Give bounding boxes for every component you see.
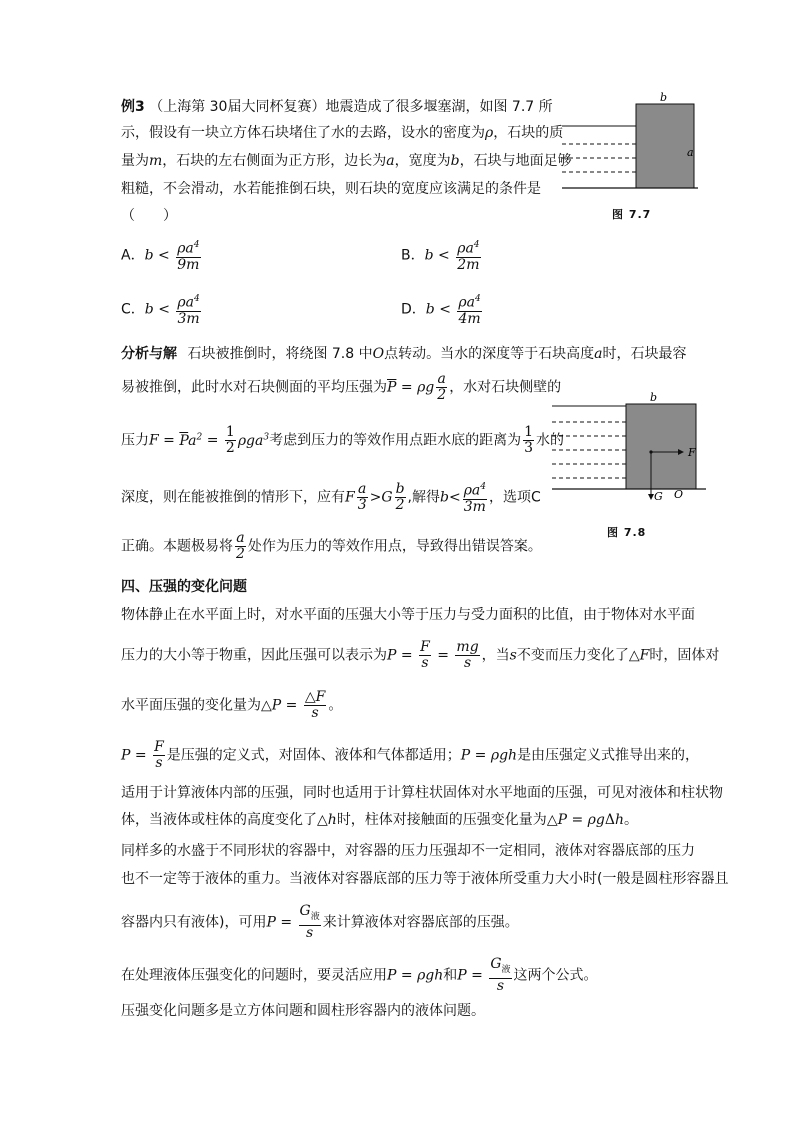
option-b: B．b < $\frac{\rho a^4}{2m}$ [401, 240, 480, 273]
option-c: C．b < $\frac{\rho a^4}{3m}$ [121, 294, 200, 327]
force-label-f: F [688, 446, 696, 459]
section4-p3-line3: 容器内只有液体)，可用P = $\frac{G_液}{s}$ 来计算液体对容器底部的压强。 [121, 903, 519, 941]
answer-parentheses: （ ） [121, 208, 177, 224]
analysis-line1: 分析与解 石块被推倒时，将绕图 7.8 中O点转动。当水的深度等于石块高度a时，石块最容 [121, 346, 687, 362]
width-label-b: b [650, 392, 658, 404]
stone-block [626, 404, 696, 489]
section4-p5: 压强变化问题多是立方体问题和圆柱形容器内的液体问题。 [121, 1003, 485, 1019]
analysis-line4: 深度，则在能被推倒的情形下，应有F $\frac{a}{3}$ >G $\frac{b}{2}$ ,解得b< $\frac{\rho a^4}{3m}$ ，选项C [121, 480, 541, 515]
example3-line4: 粗糙，不会滑动，水若能推倒石块，则石块的宽度应该满足的条件是 [121, 181, 541, 197]
analysis-line3: 压力$F = \overline{P}a^2$ = $\frac{1}{2}$ ρga$^3$考虑到压力的等效作用点距水底的距离为 $\frac{1}{3}$ 水的 [121, 424, 565, 456]
section4-p1-line1: 物体静止在水平面上时，对水平面的压强大小等于压力与受力面积的比值，由于物体对水平面 [121, 607, 695, 623]
force-label-g: G [654, 490, 663, 503]
figure-7-8 [550, 392, 710, 512]
example-label: 例3 [121, 99, 145, 115]
figure-7-8-caption: 图 7.8 [607, 526, 647, 539]
height-label-a: a [687, 146, 694, 159]
option-d: D．b < $\frac{\rho a^4}{4m}$ [401, 294, 481, 327]
section4-p3-line1: 同样多的水盛于不同形状的容器中，对容器的压力压强却不一定相同，液体对容器底部的压力 [121, 843, 695, 859]
example3-line1: 例3 （上海第 30届大同杯复赛）地震造成了很多堰塞湖，如图 7.7 所 [121, 99, 553, 115]
analysis-line5: 正确。本题极易将 $\frac{a}{2}$ 处作为压力的等效作用点，导致得出错误答案。 [121, 530, 542, 562]
section4-p3-line2: 也不一定等于液体的重力。当液体对容器底部的压力等于液体所受重力大小时(一般是圆柱形容器且 [121, 871, 729, 887]
analysis-line2: 易被推倒，此时水对石块侧面的平均压强为$\overline{P} = \rho g$ $\frac{a}{2}$ ，水对石块侧壁的 [121, 371, 562, 403]
analysis-label: 分析与解 [121, 346, 177, 362]
section-heading: 四、压强的变化问题 [121, 579, 247, 595]
width-label-b: b [660, 92, 668, 104]
section4-p2-line1: P = $\frac{F}{s}$ 是压强的定义式，对固体、液体和气体都适用；P = ρgh是由压强定义式推导出来的， [121, 739, 700, 771]
figure-7-7 [560, 92, 700, 222]
pivot-label-o: O [674, 488, 684, 501]
center-point [649, 450, 652, 453]
example3-line3: 量为m，石块的左右侧面为正方形，边长为a，宽度为b，石块与地面足够 [121, 153, 572, 169]
example3-line2: 示，假设有一块立方体石块堵住了水的去路，设水的密度为ρ，石块的质 [121, 125, 564, 141]
section4-p4: 在处理液体压强变化的问题时，要灵活应用P = ρgh和P = $\frac{G_液}{s}$ 这两个公式。 [121, 956, 598, 994]
figure-7-7-caption: 图 7.7 [612, 208, 652, 221]
section4-p1-line3: 水平面压强的变化量为△P = $\frac{\triangle F}{s}$ 。 [121, 689, 343, 721]
section4-p2-line2: 适用于计算液体内部的压强，同时也适用于计算柱状固体对水平地面的压强，可见对液体和柱状物 [121, 785, 723, 801]
stone-block [636, 104, 694, 188]
section4-p1-line2: 压力的大小等于物重，因此压强可以表示为P = $\frac{F}{s}$ = $\frac{mg}{s}$ ，当s不变而压力变化了△F时，固体对 [121, 639, 720, 671]
option-a: A．b < $\frac{\rho a^4}{9m}$ [121, 240, 200, 273]
section4-p2-line3: 体，当液体或柱体的高度变化了△h时，柱体对接触面的压强变化量为△P = ρgΔh。 [121, 812, 639, 828]
